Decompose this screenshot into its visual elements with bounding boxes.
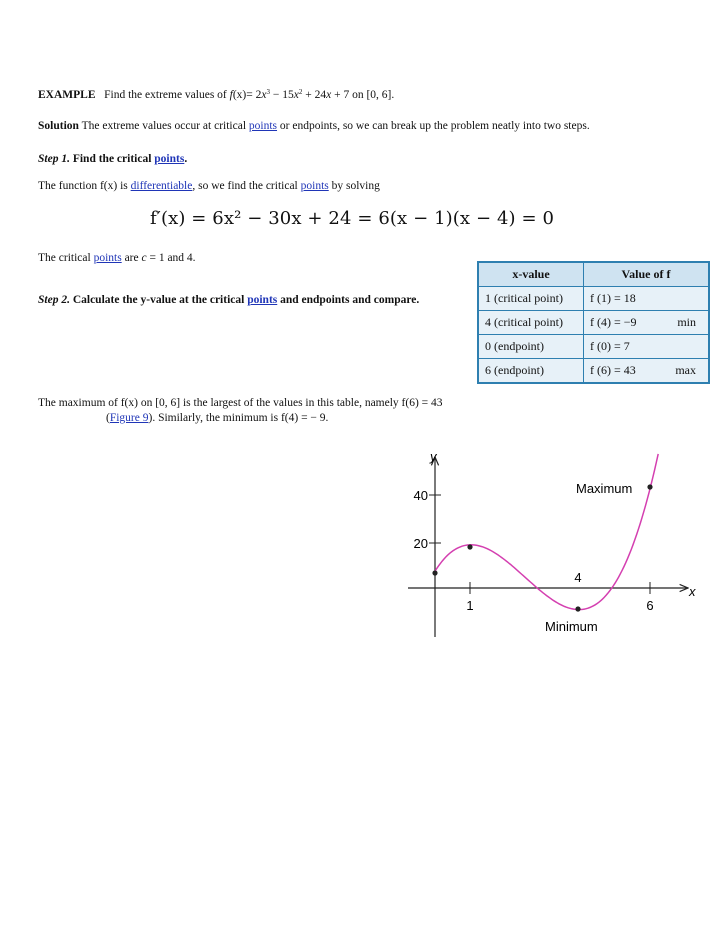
figure-9-link[interactable]: Figure 9 bbox=[109, 412, 149, 424]
function-line bbox=[38, 180, 380, 192]
example-fn: f bbox=[229, 89, 233, 101]
cell-value bbox=[584, 335, 710, 359]
x-tick-label: 6 bbox=[646, 598, 654, 613]
values-table bbox=[477, 261, 710, 384]
example-label: EXAMPLE bbox=[38, 89, 96, 101]
x-tick-label: 1 bbox=[466, 598, 474, 613]
differentiable-link[interactable]: differentiable bbox=[130, 180, 193, 192]
cell-value-text: f (0) = 7 bbox=[590, 339, 630, 353]
header-value-of-f: Value of f bbox=[584, 262, 710, 287]
example-text: Find the extreme values of bbox=[104, 89, 227, 101]
critical-text-post: = 1 and 4. bbox=[149, 252, 196, 264]
example-x3: x bbox=[326, 89, 332, 101]
cell-x: 0 (endpoint) bbox=[478, 335, 584, 359]
table-header-row bbox=[478, 262, 709, 287]
cell-value bbox=[584, 311, 710, 335]
function-text-mid: , so we find the critical bbox=[192, 180, 298, 192]
cell-value-text: f (4) = −9 bbox=[590, 315, 637, 329]
table-row bbox=[478, 287, 709, 311]
solution-label: Solution bbox=[38, 120, 79, 132]
solution-text-post: or endpoints, so we can break up the problem neatly into two steps. bbox=[279, 120, 590, 132]
step1-end: . bbox=[184, 153, 188, 165]
step2-text-post: and endpoints and compare. bbox=[280, 294, 420, 306]
maximum-label: Maximum bbox=[576, 481, 633, 496]
cell-x: 6 (endpoint) bbox=[478, 359, 584, 384]
function-text: The function f(x) is bbox=[38, 180, 128, 192]
conclusion-text: ). Similarly, the minimum is f(4) = − 9. bbox=[148, 412, 329, 424]
conclusion-open: ( bbox=[106, 412, 110, 424]
critical-var: c bbox=[141, 252, 147, 264]
table-row bbox=[478, 359, 709, 384]
minimum-label: Minimum bbox=[545, 619, 598, 634]
y-axis-label: y bbox=[430, 449, 437, 464]
cell-x: 4 (critical point) bbox=[478, 311, 584, 335]
example-mid2: + 24 bbox=[302, 89, 327, 101]
function-text-post: by solving bbox=[331, 180, 380, 192]
example-tail: + 7 on [0, 6]. bbox=[331, 89, 395, 101]
step2-line bbox=[38, 294, 419, 306]
cell-value bbox=[584, 359, 710, 384]
cell-value-text: f (1) = 18 bbox=[590, 291, 636, 305]
points-link[interactable]: points bbox=[93, 252, 122, 264]
step1-label: Step 1. bbox=[38, 153, 70, 165]
function-graph bbox=[400, 445, 700, 645]
function-curve bbox=[435, 454, 658, 610]
y-tick-label: 20 bbox=[413, 536, 428, 551]
step1-text: Find the critical bbox=[72, 153, 152, 165]
endpoint-dot bbox=[432, 570, 437, 575]
points-link[interactable]: points bbox=[154, 153, 185, 165]
example-exp1: 3 bbox=[266, 88, 270, 96]
y-tick-label: 40 bbox=[413, 488, 428, 503]
minimum-dot bbox=[575, 606, 580, 611]
step1-line bbox=[38, 153, 187, 165]
conclusion-line-1: The maximum of f(x) on [0, 6] is the largest of the values in this table, namely f(6) = 43 bbox=[38, 397, 443, 409]
table-row bbox=[478, 311, 709, 335]
points-link[interactable]: points bbox=[248, 120, 278, 132]
critical-text-mid: are bbox=[124, 252, 139, 264]
points-link[interactable]: points bbox=[247, 294, 278, 306]
example-fn-arg: (x)= 2 bbox=[232, 89, 262, 101]
maximum-dot bbox=[647, 484, 652, 489]
cell-x: 1 (critical point) bbox=[478, 287, 584, 311]
example-exp2: 2 bbox=[298, 88, 303, 96]
conclusion-line-2 bbox=[106, 412, 328, 424]
example-line bbox=[38, 88, 394, 101]
derivative-formula: f′(x) = 6x² − 30x + 24 = 6(x − 1)(x − 4) = 0 bbox=[150, 208, 555, 229]
cell-value-text: f (6) = 43 bbox=[590, 363, 636, 377]
point-4-label: 4 bbox=[574, 570, 582, 585]
cell-tag: max bbox=[675, 363, 696, 377]
critical-text: The critical bbox=[38, 252, 91, 264]
step2-text: Calculate the y-value at the critical bbox=[72, 294, 245, 306]
step2-label: Step 2. bbox=[38, 294, 70, 306]
cell-value bbox=[584, 287, 710, 311]
cell-tag: min bbox=[677, 315, 696, 329]
critical-line bbox=[38, 252, 196, 264]
example-mid1: − 15 bbox=[269, 89, 294, 101]
table-row bbox=[478, 335, 709, 359]
header-x-value: x-value bbox=[478, 262, 584, 287]
solution-line bbox=[38, 120, 590, 132]
example-x2: x bbox=[293, 89, 299, 101]
example-x1: x bbox=[261, 89, 267, 101]
solution-text: The extreme values occur at critical bbox=[81, 120, 247, 132]
x-axis-label: x bbox=[689, 584, 696, 599]
points-link[interactable]: points bbox=[300, 180, 329, 192]
critical-point-dot bbox=[467, 544, 472, 549]
